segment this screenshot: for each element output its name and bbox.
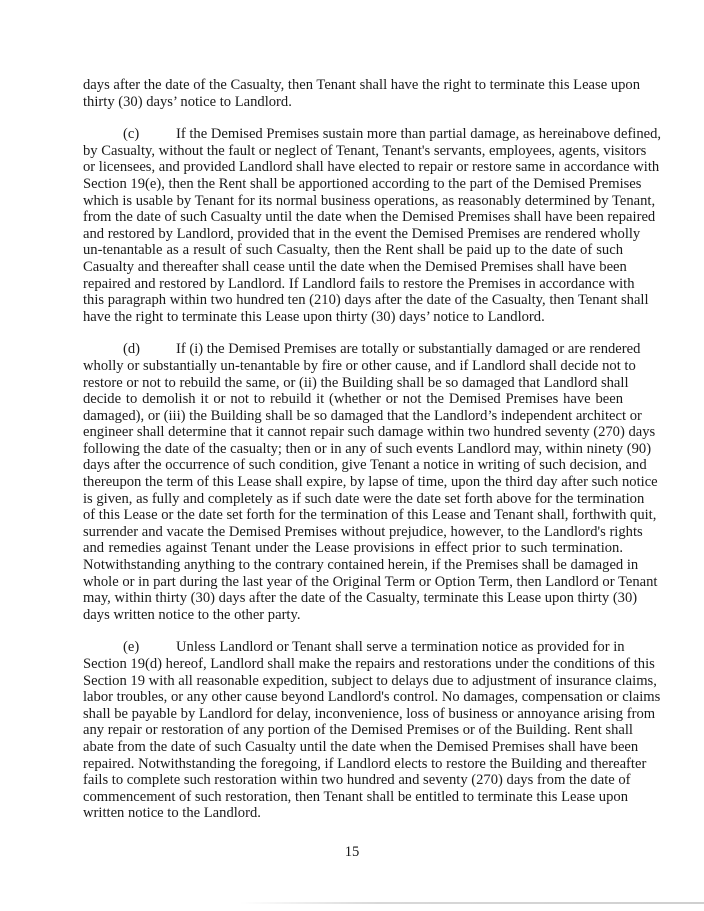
- text-line: thirty (30) days’ notice to Landlord.: [83, 93, 292, 110]
- text-line: Section 19(d) hereof, Landlord shall make the repairs and restorations under the conditions of this: [83, 656, 655, 672]
- text-line: labor troubles, or any other cause beyond Landlord's control. No damages, compensation or claims: [83, 689, 661, 706]
- text-line: Casualty and thereafter shall cease until the date when the Demised Premises shall have been: [83, 258, 627, 275]
- text-line: repaired. Notwithstanding the foregoing, if Landlord elects to restore the Building and thereafter: [83, 755, 647, 772]
- text-line: decide to demolish it or not to rebuild it (whether or not the Demised Premises have been: [83, 391, 623, 408]
- text-line: and remedies against Tenant under the Lease provisions in effect prior to such termination.: [83, 540, 623, 557]
- text-line: by Casualty, without the fault or neglect of Tenant, Tenant's servants, employees, agents, visitors: [83, 142, 647, 159]
- text-line: may, within thirty (30) days after the date of the Casualty, terminate this Lease upon thirty (30): [83, 590, 638, 607]
- text-line: days after the occurrence of such condition, give Tenant a notice in writing of such decision, and: [83, 457, 647, 474]
- text-line: of this Lease or the date set forth for the termination of this Lease and Tenant shall, forthwith quit,: [83, 507, 657, 524]
- text-line: [83, 639, 623, 656]
- text-line: abate from the date of such Casualty until the date when the Demised Premises shall have been: [83, 738, 639, 755]
- text-line: Section 19(e), then the Rent shall be apportioned according to the part of the Demised Premises: [83, 175, 642, 192]
- text-line: fails to complete such restoration within two hundred and seventy (270) days from the date of: [83, 772, 631, 789]
- text-line: [83, 126, 662, 143]
- text-line: this paragraph within two hundred ten (210) days after the date of the Casualty, then Tenant shall: [83, 292, 649, 309]
- paragraph-continued: [83, 77, 641, 110]
- paragraph-label: (d): [123, 341, 141, 358]
- text-line: following the date of the casualty; then or in any of such events Landlord may, within ninety (90): [83, 440, 652, 457]
- text-line: shall be payable by Landlord for delay, inconvenience, loss of business or annoyance arising from: [83, 705, 656, 722]
- text-line: which is usable by Tenant for its normal business operations, as reasonably determined by Tenant,: [83, 192, 656, 209]
- text-line: days after the date of the Casualty, then Tenant shall have the right to terminate this Lease upon: [83, 77, 641, 93]
- text-line: surrender and vacate the Demised Premises without prejudice, however, to the Landlord's rights: [83, 523, 643, 540]
- text-line: wholly or substantially un-tenantable by fire or other cause, and if Landlord shall decide not to: [83, 357, 636, 374]
- text-line: Notwithstanding anything to the contrary contained herein, if the Premises shall be damaged in: [83, 557, 639, 574]
- text-line: written notice to the Landlord.: [83, 805, 261, 822]
- page-number: 15: [344, 844, 360, 860]
- text-line: have the right to terminate this Lease upon thirty (30) days’ notice to Landlord.: [83, 308, 545, 325]
- text-line: and restored by Landlord, provided that in the event the Demised Premises are rendered wholly: [83, 225, 641, 242]
- paragraph-c: [83, 126, 662, 325]
- text-line: damaged), or (iii) the Building shall be so damaged that the Landlord’s independent architect or: [83, 407, 642, 424]
- text-line: un-tenantable as a result of such Casualty, then the Rent shall be paid up to the date of such: [83, 242, 623, 259]
- text-line: repaired and restored by Landlord. If Landlord fails to restore the Premises in accordance with: [83, 275, 635, 292]
- scan-edge-shadow: [240, 902, 704, 904]
- text-line: whole or in part during the last year of the Original Term or Option Term, then Landlord or Tenant: [83, 573, 658, 590]
- text-line: is given, as fully and completely as if such date were the date set forth above for the termination: [83, 490, 645, 507]
- paragraph-label: (c): [123, 126, 140, 143]
- text-line: engineer shall determine that it cannot repair such damage within two hundred seventy (270) days: [83, 424, 656, 441]
- paragraph-d: [83, 341, 658, 623]
- paragraph-e: [83, 639, 661, 822]
- text-line-content: If the Demised Premises sustain more than partial damage, as hereinabove defined,: [176, 126, 662, 143]
- text-line-content: If (i) the Demised Premises are totally or substantially damaged or are rendered: [176, 341, 641, 358]
- document-page: [83, 77, 662, 838]
- text-line: thereupon the term of this Lease shall expire, by lapse of time, upon the third day after such notice: [83, 474, 658, 491]
- text-line: [83, 341, 641, 358]
- text-line-content: Unless Landlord or Tenant shall serve a termination notice as provided for in: [176, 639, 625, 656]
- paragraph-label: (e): [123, 639, 140, 656]
- text-line: commencement of such restoration, then Tenant shall be entitled to terminate this Lease upon: [83, 788, 628, 805]
- text-line: any repair or restoration of any portion of the Demised Premises or of the Building. Rent shall: [83, 722, 633, 739]
- text-line: Section 19 with all reasonable expedition, subject to delays due to adjustment of insurance claims,: [83, 672, 657, 689]
- text-line: or licensees, and provided Landlord shall have elected to repair or restore same in accordance with: [83, 159, 660, 176]
- text-line: restore or not to rebuild the same, or (ii) the Building shall be so damaged that Landlord shall: [83, 374, 629, 391]
- text-line: from the date of such Casualty until the date when the Demised Premises shall have been repaired: [83, 209, 656, 226]
- text-line: days written notice to the other party.: [83, 606, 301, 623]
